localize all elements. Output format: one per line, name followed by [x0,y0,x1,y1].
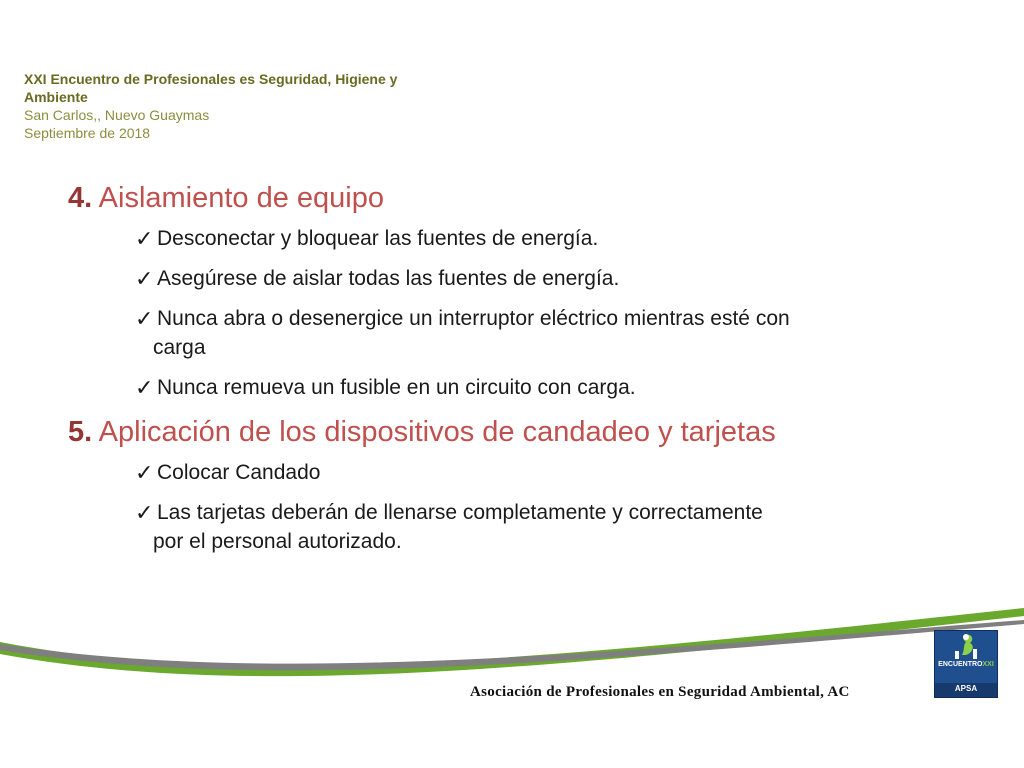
logo-word-a: ENCUENTRO [938,661,983,668]
section-number: 4. [68,182,93,214]
section-title-text: Aplicación de los dispositivos de candadeo y tarjetas [98,416,776,448]
section-title [68,412,968,452]
slide-body [68,178,968,556]
checklist-item-text: Colocar Candado [157,461,321,484]
header-title-line-2: Ambiente [24,89,88,105]
header-location: San Carlos,, Nuevo Guaymas [24,107,210,123]
conference-header [24,70,464,142]
checklist-item [133,458,957,487]
checklist-item [133,304,957,362]
checklist-item-text: Nunca remueva un fusible en un circuito con carga. [157,376,636,399]
checklist-item-text-continued: carga [153,336,206,359]
checklist [133,224,968,402]
section-aislamiento [68,178,968,402]
logo-acronym: APSA [954,684,978,693]
section-candadeo [68,412,968,556]
section-title [68,178,968,218]
section-number: 5. [68,416,93,448]
association-name: Asociación de Profesionales en Seguridad Ambiental, AC [470,684,850,700]
checklist-item-text: Desconectar y bloquear las fuentes de energía. [157,227,599,250]
logo-figure-icon [935,631,997,661]
logo-word-b: XXI [982,661,994,668]
logo-wordmark [935,661,997,668]
header-date: Septiembre de 2018 [24,125,151,141]
check-icon: ✓ [135,500,154,525]
section-title-text: Aislamiento de equipo [98,182,385,214]
checklist-item-text: Asegúrese de aislar todas las fuentes de energía. [157,267,620,290]
checklist-item [133,373,957,402]
checklist [133,458,968,556]
checklist-item [133,498,957,556]
checklist-item [133,224,957,253]
checklist-item-text-continued: por el personal autorizado. [153,530,402,553]
checklist-item [133,264,957,293]
checklist-item-text: Nunca abra o desenergice un interruptor eléctrico mientras esté con [157,307,790,330]
checklist-item-text: Las tarjetas deberán de llenarse completamente y correctamente [157,501,763,524]
check-icon: ✓ [135,375,154,400]
check-icon: ✓ [135,460,154,485]
check-icon: ✓ [135,306,154,331]
footer-swoosh-graphic [0,580,1024,690]
encuentro-logo [934,630,998,698]
header-title-line-1: XXI Encuentro de Profesionales es Seguridad, Higiene y [24,71,398,87]
check-icon: ✓ [135,226,154,251]
check-icon: ✓ [135,266,154,291]
